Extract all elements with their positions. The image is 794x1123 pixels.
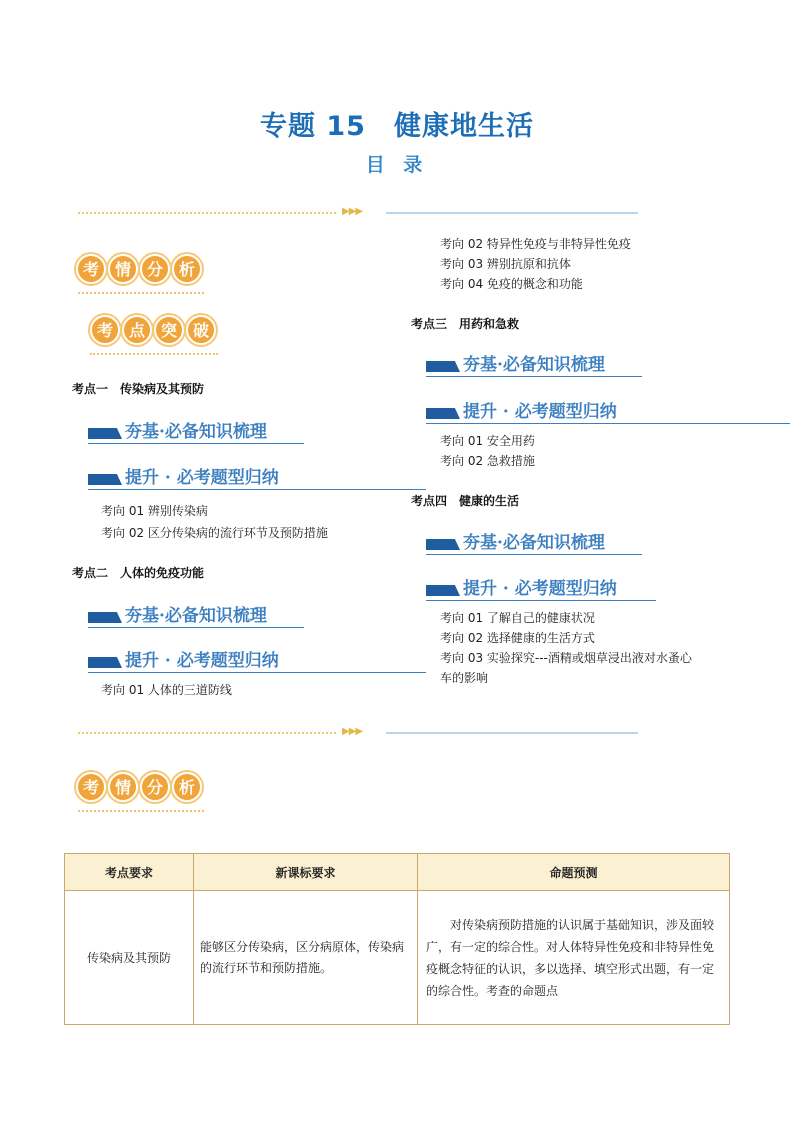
banner-text: 夯基·必备知识梳理 [125,422,267,442]
table-cell: 对传染病预防措施的认识属于基础知识，涉及面较广，有一定的综合性。对人体特异性免疫和非特异性免疫概念特征的认识，多以选择、填空形式出题，有一定的综合性。考查的命题点 [418,891,730,1025]
banner-text: 提升 · 必考题型归纳 [463,402,617,422]
banner-shape [88,428,122,439]
table-cell: 能够区分传染病，区分病原体，传染病的流行环节和预防措施。 [194,891,418,1025]
bubble-char: 考 [76,772,106,802]
divider-line-left [78,732,336,734]
analysis-heading [76,254,204,284]
banner-basic-3 [426,353,646,377]
banner-shape [88,474,122,485]
banner-underline [88,489,426,490]
toc-topic-2[interactable]: 考点二 人体的免疫功能 [72,566,205,580]
banner-text: 提升 · 必考题型归纳 [125,651,279,671]
table-header-row [65,854,730,891]
toc-item[interactable]: 考向 02 急救措施 [440,454,535,468]
toc-item[interactable]: 考向 01 辨别传染病 [101,504,208,518]
divider-bottom [78,728,638,738]
banner-shape [88,657,122,668]
banner-basic-4 [426,531,646,555]
bubble-char: 析 [172,772,202,802]
toc-item[interactable]: 考向 03 辨别抗原和抗体 [440,257,571,271]
banner-shape [88,612,122,623]
banner-shape [426,585,460,596]
banner-shape [426,539,460,550]
toc-item[interactable]: 考向 02 特异性免疫与非特异性免疫 [440,237,631,251]
toc-item[interactable]: 考向 02 选择健康的生活方式 [440,631,595,645]
banner-underline [426,376,642,377]
banner-advance-1 [88,466,428,490]
banner-underline [426,554,642,555]
banner-basic-2 [88,604,308,628]
banner-text: 夯基·必备知识梳理 [463,533,605,553]
bubble-char: 情 [108,254,138,284]
bubble-char: 突 [154,315,184,345]
toc-topic-4[interactable]: 考点四 健康的生活 [411,494,520,508]
bubble-char: 考 [76,254,106,284]
bubble-char: 分 [140,772,170,802]
banner-underline [426,600,656,601]
page-title: 专题 15 健康地生活 [260,111,534,142]
bubble-char: 破 [186,315,216,345]
toc-item[interactable]: 考向 01 安全用药 [440,434,535,448]
table-header: 考点要求 [65,854,194,891]
toc-item[interactable]: 考向 04 免疫的概念和功能 [440,277,583,291]
analysis-heading-2 [76,772,204,802]
toc-item[interactable]: 车的影响 [440,671,489,685]
analysis-table [64,853,730,1025]
banner-underline [426,423,790,424]
toc-item[interactable]: 考向 01 人体的三道防线 [101,683,232,697]
bubble-char: 点 [122,315,152,345]
banner-text: 夯基·必备知识梳理 [125,606,267,626]
breakthrough-heading [90,315,218,345]
toc-topic-3[interactable]: 考点三 用药和急救 [411,317,520,331]
bubble-char: 分 [140,254,170,284]
analysis-underline [78,292,204,294]
banner-shape [426,361,460,372]
banner-advance-2 [88,649,428,673]
banner-underline [88,627,304,628]
bubble-char: 情 [108,772,138,802]
table-cell: 传染病及其预防 [65,891,194,1025]
banner-shape [426,408,460,419]
divider-line-left [78,212,336,214]
bubble-char: 考 [90,315,120,345]
banner-basic-1 [88,420,308,444]
toc-subtitle: 目 录 [365,154,429,176]
table-header: 命题预测 [418,854,730,891]
divider-arrows: ▶▶▶ [342,726,363,737]
divider-arrows: ▶▶▶ [342,206,363,217]
banner-text: 提升 · 必考题型归纳 [463,579,617,599]
banner-text: 夯基·必备知识梳理 [463,355,605,375]
banner-underline [88,672,426,673]
banner-advance-4 [426,577,666,601]
toc-topic-1[interactable]: 考点一 传染病及其预防 [72,382,205,396]
table-row [65,891,730,1025]
toc-item[interactable]: 考向 03 实验探究---酒精或烟草浸出液对水蚤心 [440,651,692,665]
analysis-underline-2 [78,810,204,812]
banner-advance-3 [426,400,790,424]
breakthrough-underline [90,353,218,355]
divider-top [78,208,638,218]
toc-item[interactable]: 考向 01 了解自己的健康状况 [440,611,595,625]
toc-item[interactable]: 考向 02 区分传染病的流行环节及预防措施 [101,526,328,540]
bubble-char: 析 [172,254,202,284]
divider-line-right [386,732,638,734]
banner-underline [88,443,304,444]
table-header: 新课标要求 [194,854,418,891]
divider-line-right [386,212,638,214]
banner-text: 提升 · 必考题型归纳 [125,468,279,488]
